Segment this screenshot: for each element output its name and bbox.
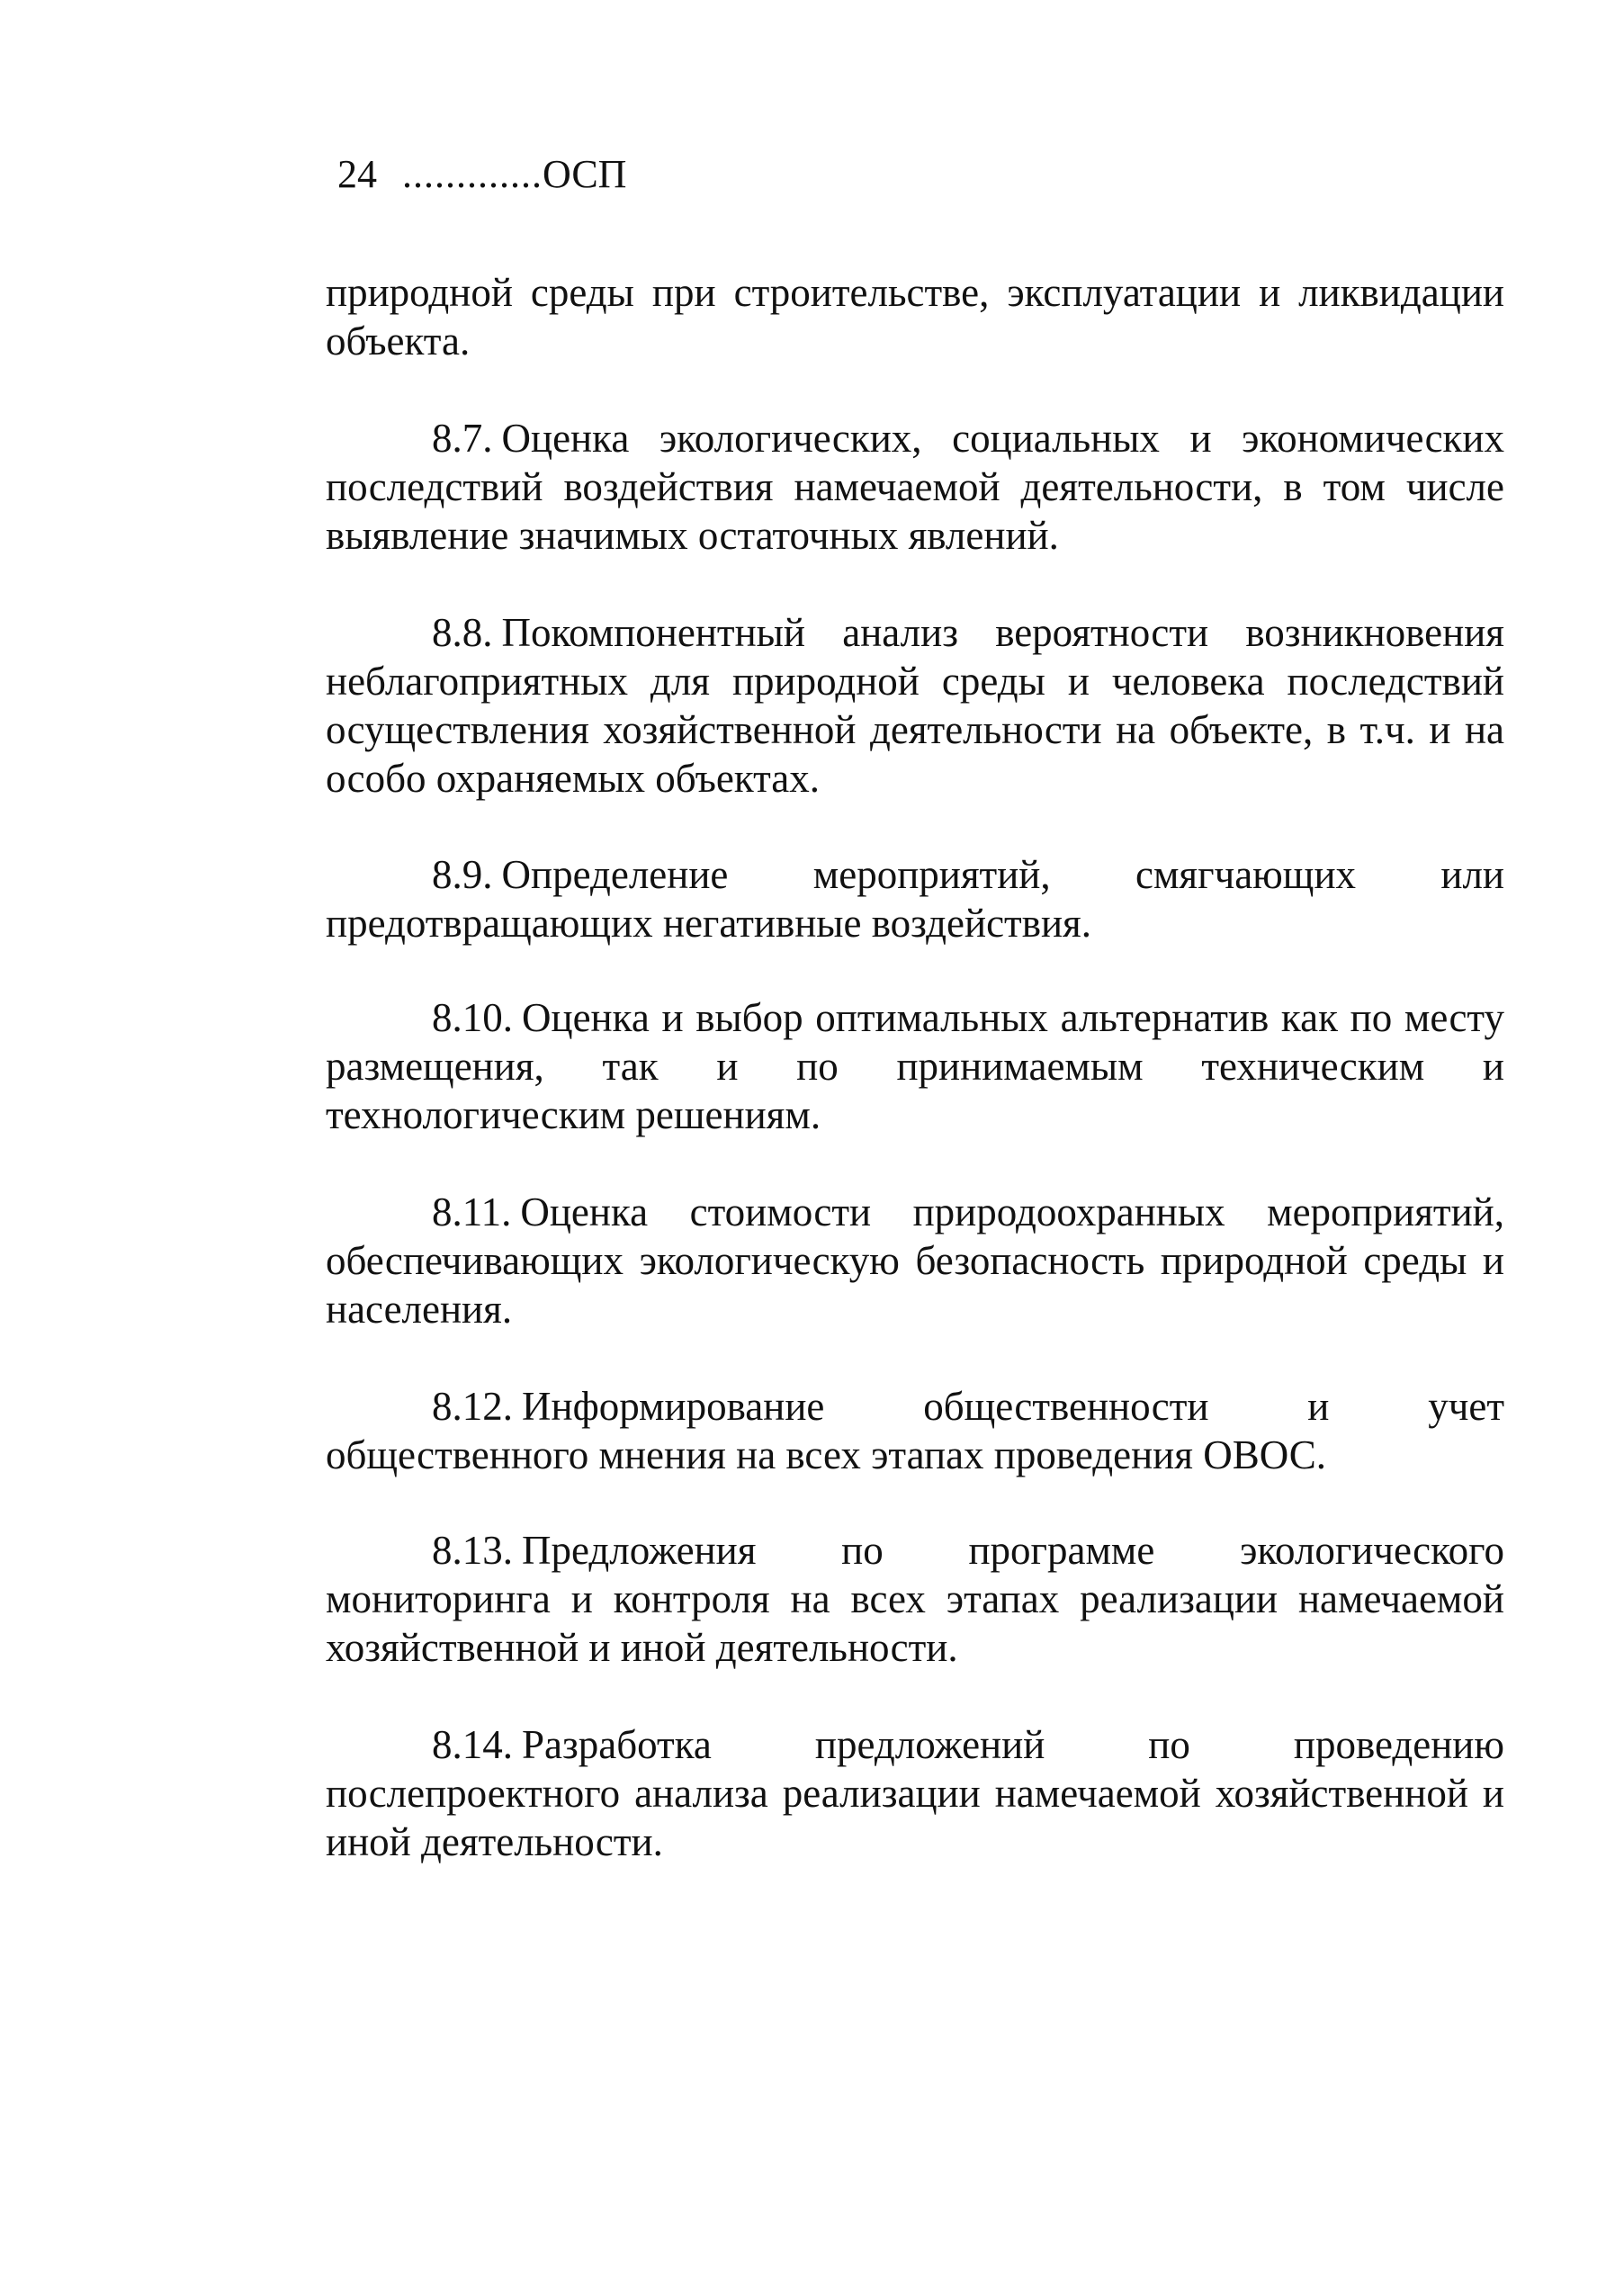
paragraph-8-9 bbox=[326, 850, 1504, 947]
paragraph-number: 8.14. bbox=[432, 1722, 513, 1767]
running-header bbox=[337, 151, 626, 198]
paragraph-text: Информирование общественности и учет общественного мнения на всех этапах проведения ОВОС. bbox=[326, 1384, 1504, 1477]
paragraph-8-14 bbox=[326, 1720, 1504, 1866]
paragraph-number: 8.11. bbox=[432, 1189, 512, 1234]
paragraph-8-12 bbox=[326, 1382, 1504, 1479]
paragraph-number: 8.10. bbox=[432, 995, 513, 1040]
paragraph-number: 8.12. bbox=[432, 1384, 513, 1429]
paragraph-text: Оценка стоимости природоохранных мероприятий, обеспечивающих экологическую безопасность природной среды и населения. bbox=[326, 1189, 1504, 1332]
paragraph-8-7 bbox=[326, 414, 1504, 560]
paragraph-8-11 bbox=[326, 1188, 1504, 1333]
paragraph-number: 8.13. bbox=[432, 1528, 513, 1573]
paragraph-text: Определение мероприятий, смягчающих или предотвращающих негативные воздействия. bbox=[326, 852, 1504, 946]
continuation-text: природной среды при строительстве, эксплуатации и ликвидации объекта. bbox=[326, 270, 1504, 364]
paragraph-text: Оценка и выбор оптимальных альтернатив как по месту размещения, так и по принимаемым техническим и технологическим решениям. bbox=[326, 995, 1504, 1137]
paragraph-number: 8.9. bbox=[432, 852, 493, 897]
paragraph-8-13 bbox=[326, 1526, 1504, 1672]
paragraph-8-10 bbox=[326, 993, 1504, 1139]
paragraph-number: 8.7. bbox=[432, 416, 493, 461]
page-number: 24 bbox=[337, 152, 377, 196]
paragraph-number: 8.8. bbox=[432, 610, 493, 655]
header-abbreviation: ОСП bbox=[543, 152, 627, 196]
paragraph-text: Оценка экологических, социальных и экономических последствий воздействия намечаемой деятельности, в том числе выявление значимых остаточных явлений. bbox=[326, 416, 1504, 558]
paragraph-8-8 bbox=[326, 608, 1504, 803]
header-dots: ............. bbox=[402, 152, 543, 196]
paragraph-text: Разработка предложений по проведению послепроектного анализа реализации намечаемой хозяйственной и иной деятельности. bbox=[326, 1722, 1504, 1864]
paragraph-text: Покомпонентный анализ вероятности возникновения неблагоприятных для природной среды и человека последствий осуществления хозяйственной деятельности на объекте, в т.ч. и на особо охраняемых объектах. bbox=[326, 610, 1504, 801]
paragraph-text: Предложения по программе экологического мониторинга и контроля на всех этапах реализации намечаемой хозяйственной и иной деятельности. bbox=[326, 1528, 1504, 1670]
